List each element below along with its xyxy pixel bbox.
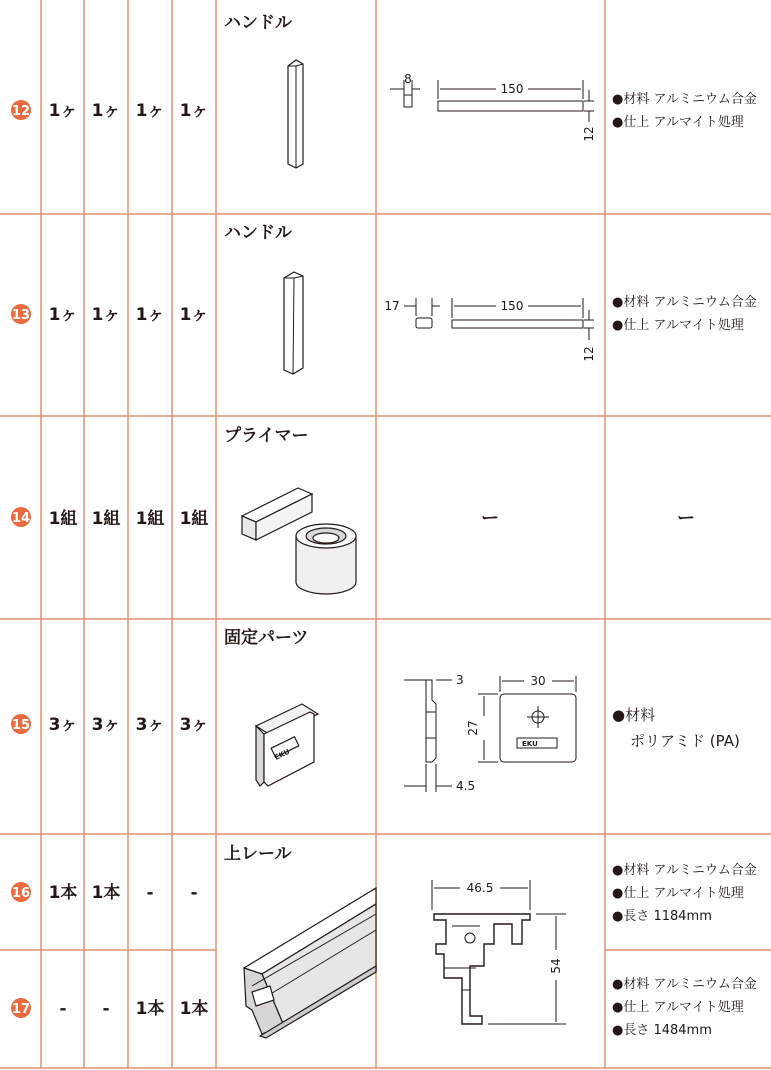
dimension-label: 150 xyxy=(500,82,524,96)
row-number: 13 xyxy=(11,308,31,323)
quantity-cell: 1ヶ xyxy=(135,305,165,325)
handle-dimension-drawing xyxy=(404,298,594,340)
quantity-cell: 1ヶ xyxy=(179,101,209,121)
dimension-label: 27 xyxy=(466,720,480,736)
quantity-cell: 3ヶ xyxy=(179,715,209,735)
dimension-label: 12 xyxy=(582,126,596,142)
drawing-cell: ー xyxy=(481,508,499,529)
table-row xyxy=(11,976,757,1038)
row-number: 14 xyxy=(11,511,31,526)
row-number: 16 xyxy=(11,886,31,901)
quantity-cell: 1ヶ xyxy=(91,101,121,121)
part-name: 固定パーツ xyxy=(224,628,309,648)
part-name: ハンドル xyxy=(224,13,292,33)
handle-dimension-drawing xyxy=(390,80,594,122)
dimension-label: 3 xyxy=(456,673,464,687)
part-logo-text: EKU xyxy=(522,740,538,748)
fixing-part-illustration xyxy=(256,704,318,786)
spec-line: ●材料 アルミニウム合金 xyxy=(612,92,757,107)
quantity-cell: 1組 xyxy=(91,509,121,529)
spec-line: ●仕上 アルマイト処理 xyxy=(612,115,744,130)
quantity-cell: 3ヶ xyxy=(135,715,165,735)
dimension-label: 12 xyxy=(582,346,596,362)
quantity-cell: 3ヶ xyxy=(91,715,121,735)
quantity-cell: 1本 xyxy=(48,883,78,903)
spec-line: ポリアミド (PA) xyxy=(630,732,740,750)
quantity-cell: 1ヶ xyxy=(48,101,78,121)
quantity-cell: 1組 xyxy=(179,509,209,529)
dimension-label: 46.5 xyxy=(466,881,494,895)
quantity-cell: - xyxy=(146,883,154,903)
spec-line: ●仕上 アルマイト処理 xyxy=(612,318,744,333)
spec-line: ●材料 アルミニウム合金 xyxy=(612,295,757,310)
quantity-cell: - xyxy=(59,999,67,1019)
dimension-label: 54 xyxy=(549,958,563,974)
row-number: 17 xyxy=(11,1002,31,1017)
handle-illustration xyxy=(288,60,303,168)
upper-rail-illustration xyxy=(244,888,376,1038)
dimension-label: 8 xyxy=(404,72,412,86)
table-row xyxy=(11,426,695,594)
row-number: 12 xyxy=(11,104,31,119)
table-row xyxy=(11,13,757,168)
spec-line: ●仕上 アルマイト処理 xyxy=(612,886,744,901)
spec-line: ●材料 xyxy=(612,706,656,724)
fixing-part-dimension-drawing xyxy=(404,676,576,792)
dimension-label: 30 xyxy=(530,674,546,688)
quantity-cell: - xyxy=(190,883,198,903)
row-number: 15 xyxy=(11,718,31,733)
spec-line: ●材料 アルミニウム合金 xyxy=(612,977,757,992)
table-row xyxy=(11,223,757,374)
dimension-label: 150 xyxy=(500,299,524,313)
quantity-cell: 1組 xyxy=(48,509,78,529)
dimension-label: 4.5 xyxy=(456,779,476,793)
quantity-cell: 1ヶ xyxy=(91,305,121,325)
spec-line: ●長さ 1484mm xyxy=(612,1023,712,1038)
dimension-label: 17 xyxy=(384,299,400,313)
handle-illustration xyxy=(284,272,303,374)
quantity-cell: 1ヶ xyxy=(135,101,165,121)
spec-line: ●長さ 1184mm xyxy=(612,909,712,924)
quantity-cell: 1ヶ xyxy=(48,305,78,325)
quantity-cell: 1ヶ xyxy=(179,305,209,325)
quantity-cell: 3ヶ xyxy=(48,715,78,735)
quantity-cell: - xyxy=(102,999,110,1019)
spec-cell: ー xyxy=(677,508,695,529)
primer-illustration xyxy=(242,488,356,594)
spec-line: ●仕上 アルマイト処理 xyxy=(612,1000,744,1015)
quantity-cell: 1本 xyxy=(91,883,121,903)
part-logo-text: EKU xyxy=(273,747,292,762)
quantity-cell: 1本 xyxy=(135,999,165,1019)
part-name: プライマー xyxy=(224,426,309,446)
part-name: 上レール xyxy=(224,844,292,864)
part-name: ハンドル xyxy=(224,223,292,243)
quantity-cell: 1本 xyxy=(179,999,209,1019)
quantity-cell: 1組 xyxy=(135,509,165,529)
spec-line: ●材料 アルミニウム合金 xyxy=(612,863,757,878)
upper-rail-section-drawing xyxy=(432,880,566,1024)
